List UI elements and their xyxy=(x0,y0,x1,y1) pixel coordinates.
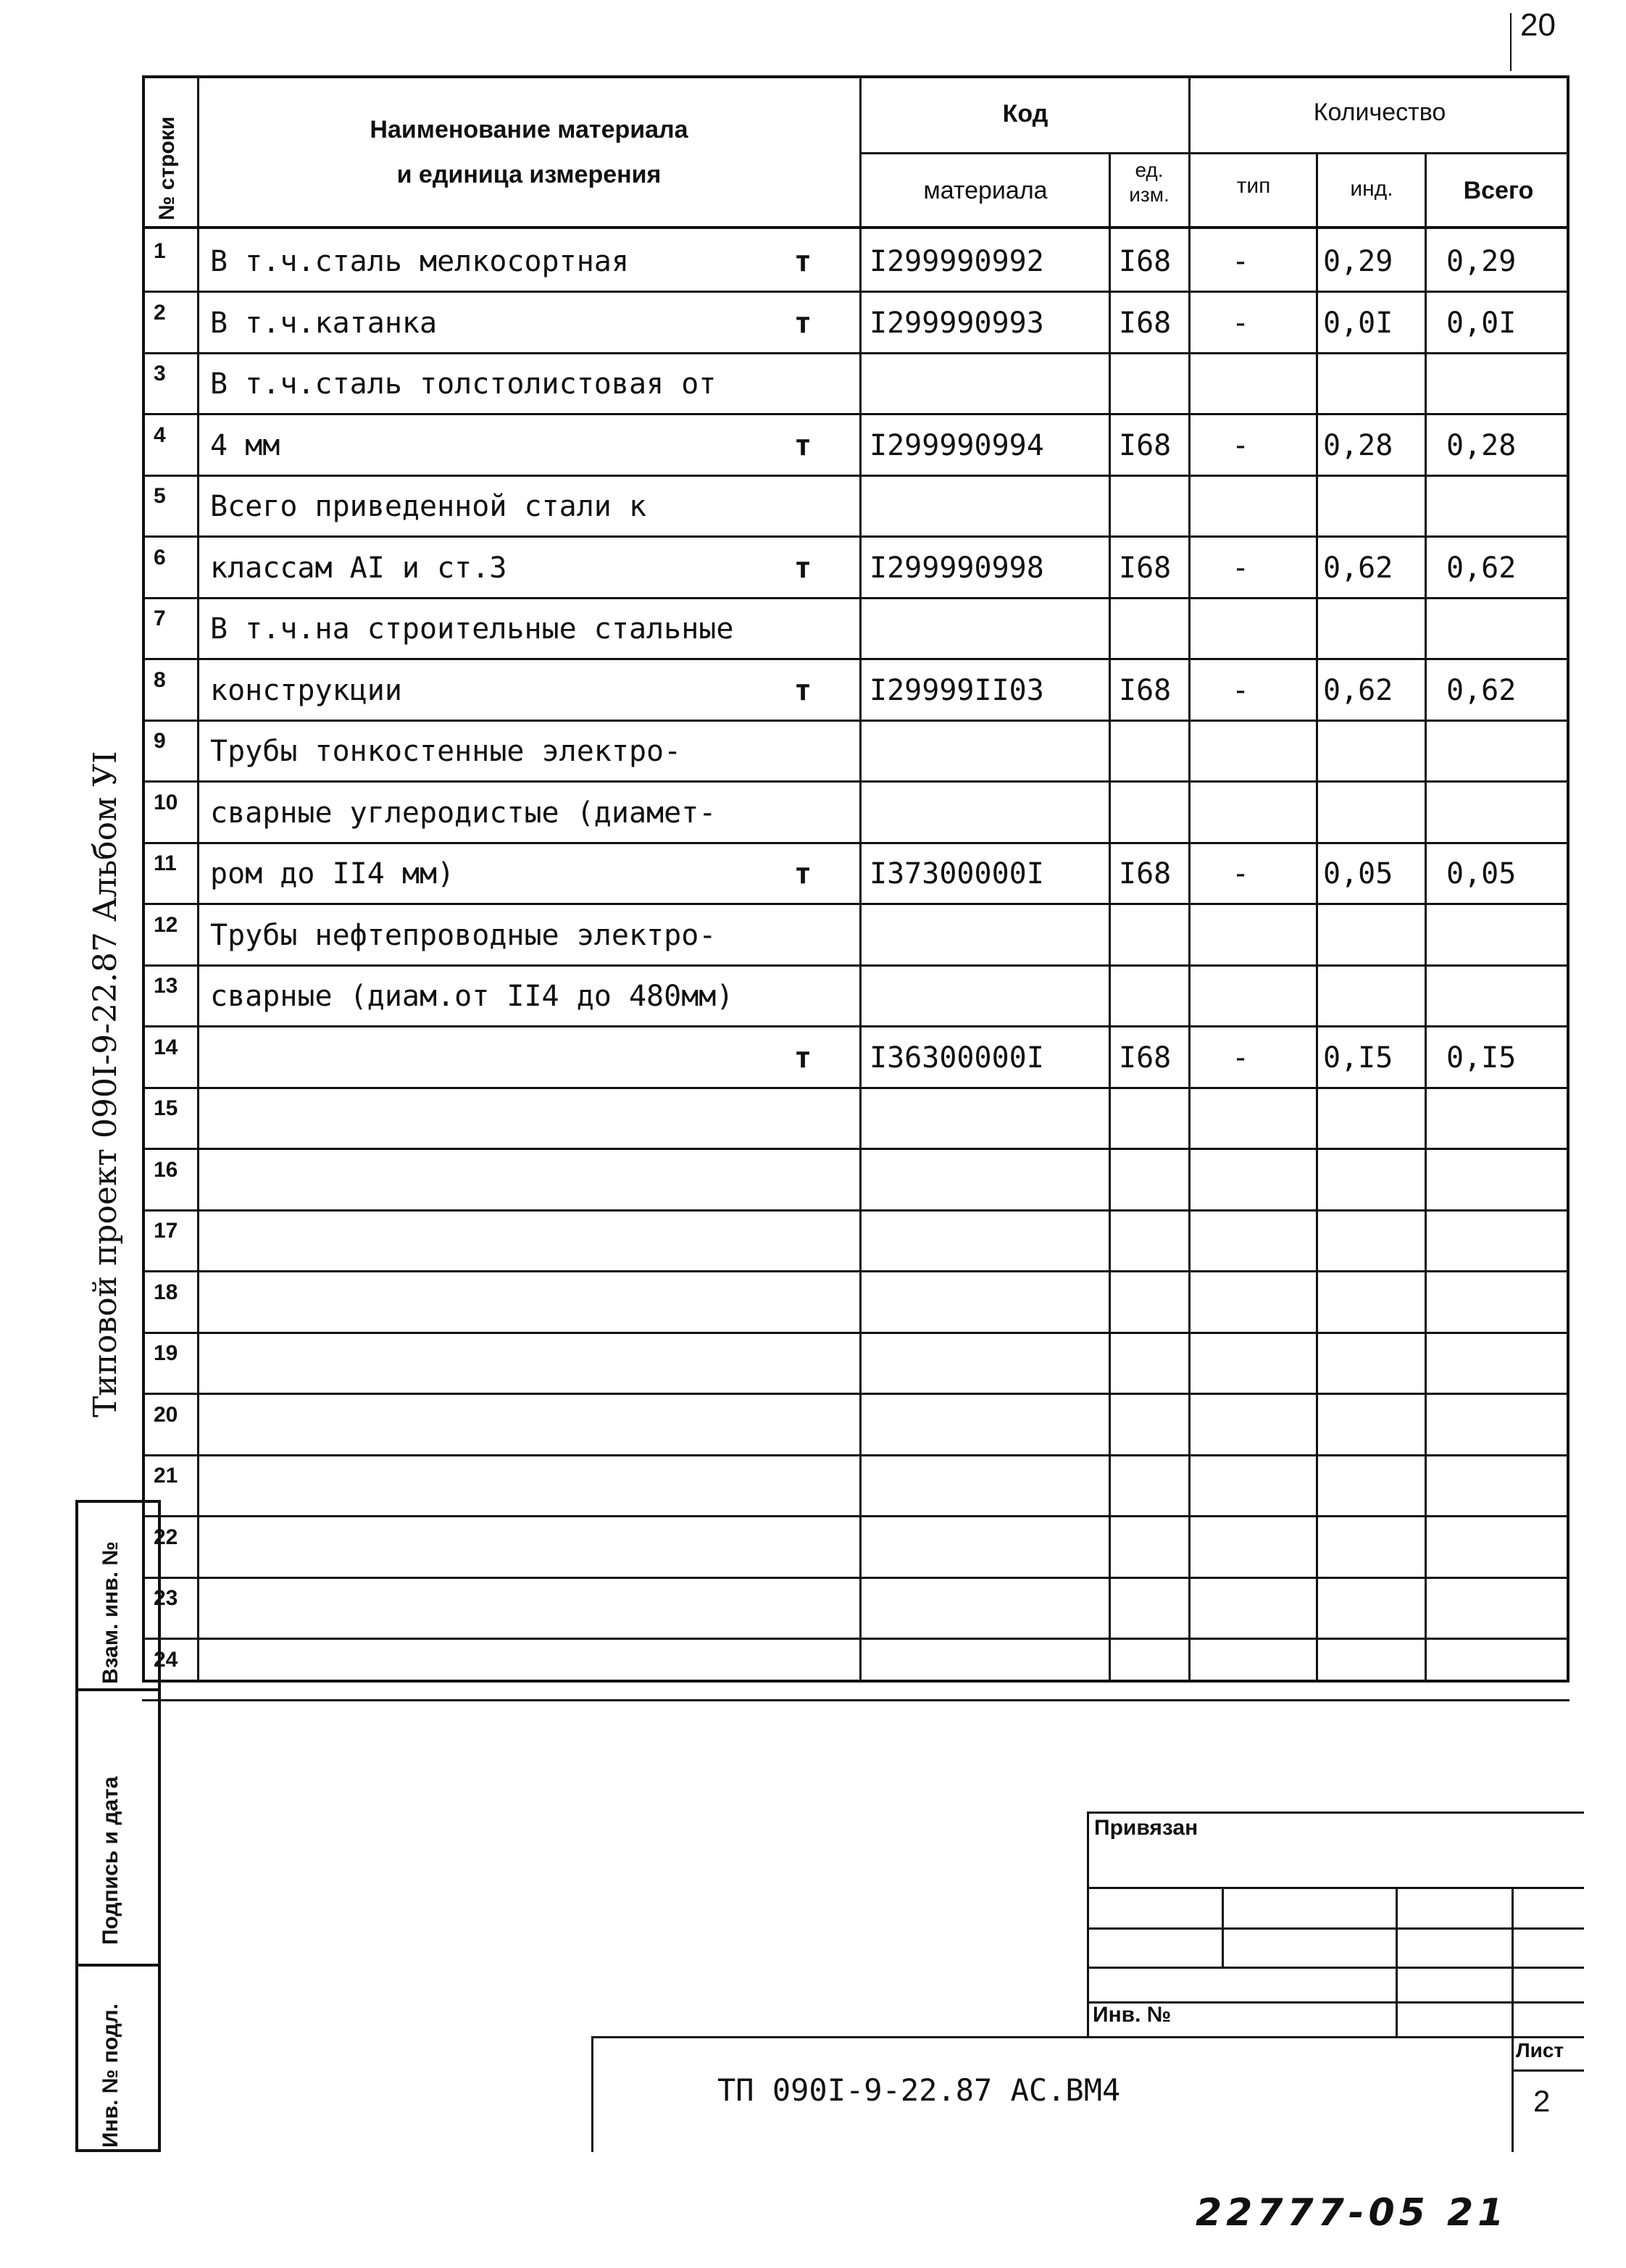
col-line-code xyxy=(1109,152,1111,1683)
tb-privyazan: Привязан xyxy=(1094,1816,1198,1840)
row-number: 24 xyxy=(154,1648,178,1672)
row-total: 0,62 xyxy=(1446,674,1517,707)
row-type: - xyxy=(1232,429,1250,462)
row-line xyxy=(142,780,1569,783)
row-unit-t: т xyxy=(794,429,812,462)
row-number: 5 xyxy=(154,484,166,508)
row-unit-code: I68 xyxy=(1119,429,1172,462)
row-line xyxy=(142,1393,1569,1395)
row-type: - xyxy=(1232,245,1250,278)
row-line xyxy=(142,964,1569,967)
stamp-inv-podl xyxy=(75,1964,161,2152)
header-code: Код xyxy=(1002,100,1048,128)
row-ind: 0,28 xyxy=(1323,429,1393,462)
row-ind: 0,62 xyxy=(1323,674,1393,707)
row-line xyxy=(142,352,1569,354)
row-line xyxy=(142,1209,1569,1212)
row-total: 0,0I xyxy=(1446,307,1517,340)
row-number: 13 xyxy=(154,974,178,998)
row-line xyxy=(142,1087,1569,1089)
row-unit-t: т xyxy=(794,551,812,585)
row-name: ром до II4 мм) xyxy=(210,857,455,891)
row-line xyxy=(142,903,1569,905)
header-quantity: Количество xyxy=(1313,99,1446,126)
tb-vline-3 xyxy=(1512,1887,1514,2152)
row-line xyxy=(142,842,1569,844)
row-line xyxy=(142,597,1569,599)
row-number: 6 xyxy=(154,546,166,570)
row-line xyxy=(142,1148,1569,1150)
row-code: I299990998 xyxy=(870,551,1044,585)
header-rowno xyxy=(145,78,197,226)
row-code: I29999II03 xyxy=(870,674,1044,707)
row-number: 12 xyxy=(154,913,178,937)
row-number: 22 xyxy=(154,1525,178,1549)
row-ind: 0,05 xyxy=(1323,857,1393,891)
row-unit-code: I68 xyxy=(1119,857,1172,891)
row-number: 16 xyxy=(154,1158,178,1182)
row-type: - xyxy=(1232,857,1250,891)
tb-line-2 xyxy=(1087,1927,1584,1930)
header-code-material: материала xyxy=(923,177,1048,204)
row-line xyxy=(142,1454,1569,1456)
row-unit-code: I68 xyxy=(1119,307,1172,340)
header-code-unit: ед. изм. xyxy=(1129,159,1170,206)
row-unit-code: I68 xyxy=(1119,1041,1172,1075)
row-unit-t: т xyxy=(794,245,812,278)
row-number: 8 xyxy=(154,668,166,692)
row-total: 0,I5 xyxy=(1446,1041,1517,1075)
doc-code: ТП 090I-9-22.87 АС.ВМ4 xyxy=(717,2072,1121,2108)
row-line xyxy=(142,413,1569,415)
row-number: 11 xyxy=(154,851,177,875)
col-line-typ xyxy=(1316,152,1318,1683)
row-type: - xyxy=(1232,674,1250,707)
stamp-podpis-data-label: Подпись и дата xyxy=(99,1776,122,1945)
row-type: - xyxy=(1232,307,1250,340)
row-number: 19 xyxy=(154,1341,178,1365)
row-ind: 0,I5 xyxy=(1323,1041,1393,1075)
row-unit-code: I68 xyxy=(1119,551,1172,585)
row-line xyxy=(142,1699,1569,1701)
row-number: 1 xyxy=(154,239,166,263)
header-mid-line xyxy=(859,152,1569,154)
row-number: 17 xyxy=(154,1219,178,1243)
row-name: В т.ч.сталь мелкосортная xyxy=(210,245,629,278)
tb-doc-left-line xyxy=(591,2036,593,2152)
row-number: 7 xyxy=(154,606,166,630)
row-line xyxy=(142,1332,1569,1334)
row-name: классам AI и ст.3 xyxy=(210,551,507,585)
row-code: I299990992 xyxy=(870,245,1044,278)
row-code: I36300000I xyxy=(870,1041,1044,1075)
row-number: 9 xyxy=(154,729,166,753)
row-name: В т.ч.сталь толстолистовая от xyxy=(210,367,717,401)
row-total: 0,62 xyxy=(1446,551,1517,585)
list-label: Лист xyxy=(1516,2039,1564,2061)
header-q-total: Всего xyxy=(1463,177,1534,204)
row-total: 0,29 xyxy=(1446,245,1517,278)
row-unit-t: т xyxy=(794,307,812,340)
row-number: 21 xyxy=(154,1464,178,1488)
row-number: 15 xyxy=(154,1096,178,1120)
row-line xyxy=(142,1515,1569,1517)
row-code: I299990994 xyxy=(870,429,1044,462)
row-ind: 0,62 xyxy=(1323,551,1393,585)
row-unit-code: I68 xyxy=(1119,674,1172,707)
tb-doc-top-line xyxy=(591,2036,1584,2038)
row-name: Трубы тонкостенные электро- xyxy=(210,735,682,768)
row-ind: 0,29 xyxy=(1323,245,1393,278)
tb-line-1 xyxy=(1087,1887,1584,1889)
row-name: сварные углеродистые (диамет- xyxy=(210,796,717,830)
row-name: Трубы нефтепроводные электро- xyxy=(210,919,717,952)
row-line xyxy=(142,1577,1569,1579)
row-name: В т.ч.на строительные стальные xyxy=(210,612,734,646)
row-name: В т.ч.катанка xyxy=(210,307,438,340)
stamp-inv-podl-label: Инв. № подл. xyxy=(99,2003,122,2148)
title-block xyxy=(1087,1812,1584,2152)
row-type: - xyxy=(1232,551,1250,585)
tb-vline-2 xyxy=(1396,1887,1398,2036)
row-name: 4 мм xyxy=(210,429,280,462)
row-name: сварные (диам.от II4 до 480мм) xyxy=(210,980,734,1013)
tb-line-3 xyxy=(1087,1967,1584,1969)
header-bottom-line xyxy=(142,226,1569,229)
header-name-2: и единица измерения xyxy=(396,161,662,188)
row-number: 4 xyxy=(154,423,166,447)
page-number: 20 xyxy=(1520,7,1556,43)
page-number-tick xyxy=(1510,13,1512,71)
header-q-ind: инд. xyxy=(1350,177,1393,201)
list-number: 2 xyxy=(1533,2084,1551,2118)
side-title: Типовой проект 090I-9-22.87 Альбом УI xyxy=(87,751,124,1417)
row-number: 14 xyxy=(154,1035,178,1059)
row-total: 0,05 xyxy=(1446,857,1517,891)
row-type: - xyxy=(1232,1041,1250,1075)
row-line xyxy=(142,535,1569,538)
row-name: Всего приведенной стали к xyxy=(210,490,647,523)
stamp-vzam-inv-label: Взам. инв. № xyxy=(99,1541,122,1684)
tb-inv-no: Инв. № xyxy=(1093,2003,1172,2027)
tb-top-line xyxy=(1087,1812,1584,1814)
header-rowno-label: № строки xyxy=(155,116,179,220)
row-line xyxy=(142,1025,1569,1027)
row-line xyxy=(142,1638,1569,1640)
row-code: I37300000I xyxy=(870,857,1044,891)
row-number: 2 xyxy=(154,301,166,325)
col-line-unit xyxy=(1188,75,1191,1683)
row-line xyxy=(142,658,1569,660)
row-unit-t: т xyxy=(794,1041,812,1075)
row-unit-t: т xyxy=(794,857,812,891)
row-number: 20 xyxy=(154,1403,178,1427)
header-name-1: Наименование материала xyxy=(370,116,688,143)
tb-vline-1 xyxy=(1222,1887,1224,1967)
header-q-type: тип xyxy=(1236,174,1271,198)
row-unit-code: I68 xyxy=(1119,245,1172,278)
stamp-podpis-data xyxy=(75,1688,161,1964)
row-total: 0,28 xyxy=(1446,429,1517,462)
row-line xyxy=(142,475,1569,477)
row-line xyxy=(142,1270,1569,1272)
row-number: 10 xyxy=(154,791,178,814)
col-line-ind xyxy=(1425,152,1427,1683)
row-code: I299990993 xyxy=(870,307,1044,340)
row-line xyxy=(142,720,1569,722)
footer-number: 22777-05 21 xyxy=(1196,2191,1509,2235)
row-line xyxy=(142,291,1569,293)
row-number: 3 xyxy=(154,362,166,385)
row-unit-t: т xyxy=(794,674,812,707)
row-name: конструкции xyxy=(210,674,402,707)
col-line-name xyxy=(859,75,862,1683)
row-number: 18 xyxy=(154,1280,178,1304)
row-number: 23 xyxy=(154,1586,178,1610)
tb-list-line xyxy=(1512,2069,1584,2072)
col-line-rowno xyxy=(197,75,199,1683)
row-ind: 0,0I xyxy=(1323,307,1393,340)
